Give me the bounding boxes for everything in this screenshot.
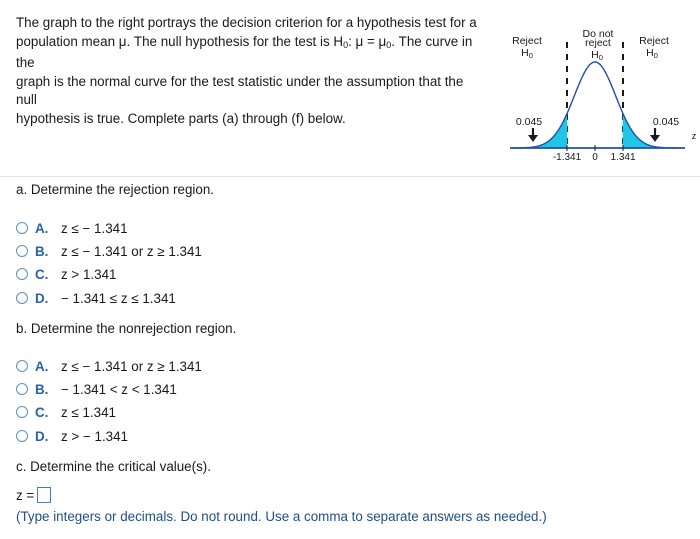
tick-label-neg: -1.341 [552,152,582,163]
tick-label-pos: 1.341 [610,152,636,163]
radio-button[interactable] [16,292,28,304]
axis-variable-label: z [691,131,697,141]
radio-button[interactable] [16,360,28,372]
right-area-label: 0.045 [652,116,680,128]
intro-line-4: hypothesis is true. Complete parts (a) through (f) below. [16,110,346,126]
radio-button[interactable] [16,268,28,280]
part-b-option-c[interactable]: C. z ≤ 1.341 [16,404,116,420]
radio-button[interactable] [16,430,28,442]
radio-button[interactable] [16,383,28,395]
part-a-question: a. Determine the rejection region. [16,182,214,197]
critical-value-answer-row [16,487,51,503]
part-b-option-b[interactable]: B. − 1.341 < z < 1.341 [16,381,177,397]
reject-left-label: Reject [512,35,542,47]
left-area-arrowhead [528,135,538,142]
h0-middle-label: H0 [591,49,603,62]
intro-line-3: graph is the normal curve for the test statistic under the assumption that the null [16,73,464,107]
answer-instructions: (Type integers or decimals. Do not round. Use a comma to separate answers as needed.) [16,509,547,524]
part-c-question: c. Determine the critical value(s). [16,459,211,474]
part-b-option-a[interactable]: A. z ≤ − 1.341 or z ≥ 1.341 [16,358,202,374]
problem-statement [16,14,486,128]
radio-button[interactable] [16,406,28,418]
h0-right-label: H0 [646,47,658,60]
reject-right-label: Reject [639,35,669,47]
left-area-label: 0.045 [515,116,543,128]
critical-value-input[interactable] [37,487,51,503]
intro-line-2: population mean μ. The null hypothesis for the test is $H_0$: $\mu = \mu_0$. The curve in the [16,33,473,70]
part-a-option-b[interactable]: B. z ≤ − 1.341 or z ≥ 1.341 [16,243,202,259]
part-b-option-d[interactable]: D. z > − 1.341 [16,428,128,444]
tick-label-zero: 0 [592,152,598,163]
answer-prefix: z = [16,487,35,503]
normal-curve-figure [505,22,700,172]
intro-line-1: The graph to the right portrays the decision criterion for a hypothesis test for a [16,15,477,30]
part-a-option-a[interactable]: A. z ≤ − 1.341 [16,220,128,236]
part-a-option-c[interactable]: C. z > 1.341 [16,266,116,282]
part-a-option-d[interactable]: D. − 1.341 ≤ z ≤ 1.341 [16,290,176,306]
section-divider [0,176,700,177]
do-not-label: Do not [582,28,614,40]
right-area-arrowhead [650,135,660,142]
radio-button[interactable] [16,245,28,257]
part-b-question: b. Determine the nonrejection region. [16,321,237,336]
h0-left-label: H0 [521,47,533,60]
reject-middle-label: reject [585,37,611,49]
radio-button[interactable] [16,222,28,234]
